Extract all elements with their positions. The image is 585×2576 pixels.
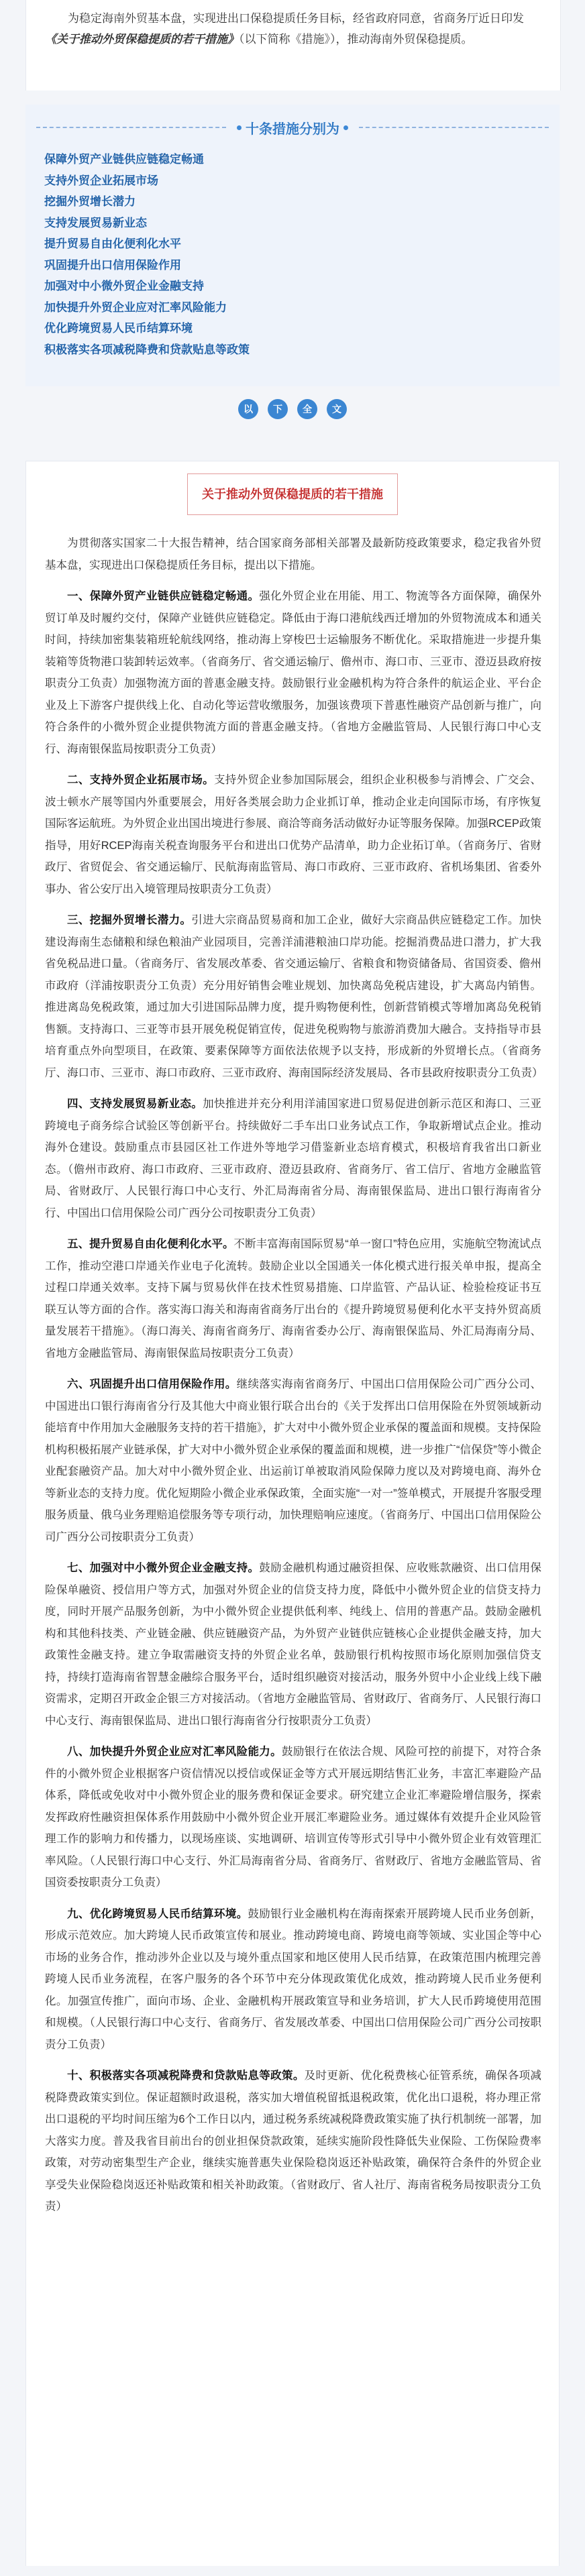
document-title: 关于推动外贸保稳提质的若干措施: [202, 488, 383, 501]
document-body: [45, 533, 541, 2227]
heading-dot-right: [343, 125, 348, 130]
doc-paragraph: [45, 1741, 541, 1894]
intro-text-after: （以下简称《措施》），推动海南外贸保稳提质。: [239, 33, 473, 46]
paragraph-lead: 三、挖掘外贸增长潜力。: [67, 914, 192, 926]
intro-text-before: 为稳定海南外贸基本盘，实现进出口保稳提质任务目标，经省政府同意，省商务厅近日印发: [68, 12, 524, 25]
heading-divider-right: [359, 127, 549, 128]
doc-paragraph: [45, 1903, 541, 2056]
paragraph-text: 鼓励银行业金融机构在海南探索开展跨境人民币业务创新，形成示范效应。加大跨境人民币政策宣传和展业。推动跨境电商、跨境电商等领域、实业国企等中心市场的业务合作，推动涉外企业以及与境外重点国家和地区使用人民币结算，在政策范围内梳理完善跨境人民币业务流程，在客户服务的各个环节中充分体现政策优化成效，推动跨境人民币业务便利化。加强宣传推广，面向市场、企业、金融机构开展政策宣导和业务培训，扩大人民币跨境使用范围和规模。（人民银行海口中心支行、省商务厅、省发展改革委、中国出口信用保险公司广西分公司按职责分工负责）: [45, 1907, 542, 2051]
doc-paragraph: [45, 1557, 541, 1732]
doc-paragraph: [45, 533, 541, 576]
doc-paragraph: [45, 1374, 541, 1548]
heading-dot-left: [237, 125, 242, 130]
intro-card: [25, 0, 561, 91]
page-bottom-margin: [25, 2566, 560, 2576]
measure-item: 支持外贸企业拓展市场: [44, 174, 158, 187]
paragraph-text: 及时更新、优化税费核心征管系统，确保各项减税降费政策实到位。保证超额时政退税，落实加大增值税留抵退税政策，优化出口退税，将办理正常出口退税的平均时间压缩为6个工作日以内，通过税务系统减税降费政策实施了执行机制统一部署，加大落实力度。普及我省目前出台的创业担保贷款政策，延续实施阶段性降低失业保险、工伤保险费率政策，对劳动密集型生产企业，继续实施普惠失业保险稳岗返还补贴政策，确保符合条件的外贸企业享受失业保险稳岗返还补贴政策和相关补助政策。（省财政厅、省人社厅、海南省税务局按职责分工负责）: [45, 2070, 542, 2213]
paragraph-text: 继续落实海南省商务厅、中国出口信用保险公司广西分公司、中国进出口银行海南省分行及其他大中商业银行联合出台的《关于发挥出口信用保险在外贸领域新动能培育中作用加大金融服务支持的若干措施》，扩大对中小微外贸企业承保的覆盖面和规模。支持保险机构积极拓展产业链承保，扩大对中小微外贸企业承保的覆盖面和规模，进一步推广“信保贷”等小微企业配套融资产品。加大对中小微外贸企业、出运前订单被取消风险保障力度以及对跨境电商、海外仓等新业态的支持力度。优化短期险小微企业承保政策，全面实施“一对一”签单模式，开展提升客服受理服务质量、俄乌业务理赔追偿服务等专项行动，加快理赔响应速度。（省商务厅、中国出口信用保险公司广西分公司按职责分工负责）: [45, 1378, 542, 1543]
paragraph-lead: 一、保障外贸产业链供应链稳定畅通。: [67, 590, 260, 602]
measure-item: 保障外贸产业链供应链稳定畅通: [44, 153, 204, 166]
paragraph-lead: 七、加强对中小微外贸企业金融支持。: [67, 1562, 260, 1574]
doc-paragraph: [45, 909, 541, 1084]
paragraph-lead: 八、加快提升外贸企业应对汇率风险能力。: [67, 1746, 282, 1758]
intro-paragraph: [45, 8, 541, 50]
measures-heading-row: [25, 116, 560, 139]
measures-list: [25, 149, 560, 360]
document-card: [25, 461, 560, 2567]
paragraph-text: 强化外贸企业在用能、用工、物流等各方面保障，确保外贸订单及时履约交付，保障产业链供应链稳定。降低由于海口港航线西迁增加的外贸物流成本和通关时间，持续加密集装箱班轮航线网络，推动海上穿梭巴士运输服务不断优化。采取措施进一步提升集装箱等货物港口装卸转运效率。（省商务厅、省交通运输厅、儋州市、海口市、三亚市、澄迈县政府按职责分工负责）加强物流方面的普惠金融支持。鼓励银行业金融机构为符合条件的航运企业、平台企业及上下游客户提供线上化、自动化等运营收缴服务，加强该费项下普惠性融资产品创新与推广，向符合条件的小微外贸企业提供物流方面的普惠金融支持。（省地方金融监管局、人民银行海口中心支行、海南银保监局按职责分工负责）: [45, 590, 542, 755]
paragraph-text: 加快推进并充分利用洋浦国家进口贸易促进创新示范区和海口、三亚跨境电子商务综合试验区等创新平台。持续做好二手车出口业务试点工作，争取新增试点企业。推动海外仓建设。鼓励重点市县园区社工作进外等地学习借鉴新业态培育模式，积极培育我省出口新业态。（儋州市政府、海口市政府、三亚市政府、澄迈县政府、省商务厅、省工信厅、省地方金融监管局、省财政厅、人民银行海口中心支行、外汇局海南省分局、海南银保监局、进出口银行海南省分行、中国出口信用保险公司广西分公司按职责分工负责）: [45, 1098, 542, 1219]
paragraph-lead: 四、支持发展贸易新业态。: [67, 1098, 203, 1110]
paragraph-lead: 九、优化跨境贸易人民币结算环境。: [67, 1907, 248, 1920]
doc-paragraph: [45, 2065, 541, 2218]
paragraph-text: 不断丰富海南国际贸易“单一窗口”特色应用，实施航空物流试点工作，推动空港口岸通关作业电子化流转。鼓励企业以全国通关一体化模式进行报关单申报，提高全过程口岸通关效率。支持下属与贸易伙伴在技术性贸易措施、口岸监管、产品认证、检验检疫证书互联互认等方面的合作。落实海口海关和海南省商务厅出台的《提升跨境贸易便利化水平支持外贸高质量发展若干措施》。（海口海关、海南省商务厅、海南省委办公厅、海南银保监局、外汇局海南分局、省地方金融监管局、海南银保监局按职责分工负责）: [45, 1238, 541, 1359]
paragraph-text: 引进大宗商品贸易商和加工企业，做好大宗商品供应链稳定工作。加快建设海南生态储粮和绿色粮油产业园项目，完善洋浦港粮油口岸功能。挖掘消费品进口潜力，扩大我省免税品进口量。（省商务厅、省发展改革委、省交通运输厅、省粮食和物资储备局、省国资委、儋州市政府（洋浦按职责分工负责）充分用好销售会唯业规划、加快离岛免税店建设，扩大离岛内销售。推进离岛免税政策，通过加大引进国际品牌力度，提升购物便利性，创新营销模式等增加离岛免税销售额。支持海口、三亚等市县开展免税促销宣传，促进免税购物与旅游消费加大融合。支持指导市县培育重点外向型项目，在政策、要素保障等方面依法依规予以支持，形成新的外贸增长点。（省商务厅、海口市、三亚市、海口市政府、三亚市政府、海南国际经济发展局、各市县政府按职责分工负责）: [45, 914, 543, 1079]
measure-item: 巩固提升出口信用保险作用: [44, 258, 181, 272]
doc-paragraph: [45, 585, 541, 760]
badge-wen: 文: [327, 399, 347, 419]
measure-item: 积极落实各项减税降费和贷款贴息等政策: [44, 343, 250, 356]
measures-panel: [25, 105, 560, 386]
measure-item: 优化跨境贸易人民币结算环境: [44, 322, 193, 335]
measure-item: 挖掘外贸增长潜力: [44, 195, 136, 208]
badge-xia: 下: [268, 399, 288, 419]
intro-document-title: 《关于推动外贸保稳提质的若干措施》: [45, 33, 239, 46]
doc-paragraph: [45, 769, 541, 900]
paragraph-text: 鼓励金融机构通过融资担保、应收账款融资、出口信用保险保单融资、授信用户等方式，加强对外贸企业的信贷支持力度，降低中小微外贸企业的信贷支持力度，同时开展产品服务创新，为中小微外贸企业提供低利率、纯线上、信用的普惠产品。鼓励金融机构和其他科技类、产业链金融、供应链融资产品，为外贸产业链供应链核心企业提供金融支持，加大政策性金融支持。建立争取需融资支持的外贸企业名单，鼓励银行机构按照市场化原则加强信贷支持，持续打造海南省智慧金融综合服务平台，适时组织融资对接活动，服务外贸中小企业线上线下融资需求，定期召开政金企银三方对接活动。（省地方金融监管局、省财政厅、省商务厅、人民银行海口中心支行、海南银保监局、进出口银行海南省分行按职责分工负责）: [45, 1562, 542, 1727]
paragraph-lead: 二、支持外贸企业拓展市场。: [67, 774, 214, 786]
document-title-box: [187, 473, 398, 515]
measure-item: 提升贸易自由化便利化水平: [44, 237, 181, 250]
paragraph-text: 为贯彻落实国家二十大报告精神，结合国家商务部相关部署及最新防疫政策要求，稳定我省外贸基本盘，实现进出口保稳提质任务目标，提出以下措施。: [45, 537, 541, 571]
heading-divider-left: [36, 127, 226, 128]
paragraph-lead: 六、巩固提升出口信用保险作用。: [67, 1378, 237, 1390]
paragraph-lead: 十、积极落实各项减税降费和贷款贴息等政策。: [67, 2070, 305, 2082]
measure-item: 加快提升外贸企业应对汇率风险能力: [44, 300, 227, 314]
measure-item: 支持发展贸易新业态: [44, 216, 147, 229]
doc-paragraph: [45, 1093, 541, 1224]
measure-item: 加强对中小微外贸企业金融支持: [44, 280, 204, 292]
fulltext-badges: [0, 399, 585, 419]
paragraph-text: 支持外贸企业参加国际展会，组织企业积极参与消博会、广交会、波士顿水产展等国内外重要展会，用好各类展会助力企业抓订单，推动企业走向国际市场，有序恢复国际客运航班。为外贸企业出国出境进行参展、商洽等商务活动做好办证等服务保障。加强RCEP政策指导，用好RCEP海南关税查询服务平台和进出口优势产品清单，助力企业拓订单。（省商务厅、省财政厅、省贸促会、省交通运输厅、民航海南监管局、海口市政府、三亚市政府、省机场集团、省委外事办、省公安厅出入境管理局按职责分工负责）: [45, 774, 542, 895]
doc-paragraph: [45, 1233, 541, 1364]
measures-heading: 十条措施分别为: [246, 121, 339, 137]
badge-yi: 以: [238, 399, 258, 419]
paragraph-lead: 五、提升贸易自由化便利化水平。: [67, 1238, 234, 1250]
badge-quan: 全: [297, 399, 317, 419]
paragraph-text: 鼓励银行在依法合规、风险可控的前提下，对符合条件的小微外贸企业根据客户资信情况以授信或保证金等方式开展远期结售汇业务，丰富汇率避险产品体系，降低或免收对中小微外贸企业的服务费和保证金要求。研究建立企业汇率避险增信服务，探索发挥政府性融资担保体系作用鼓励中小微外贸企业开展汇率避险业务。通过媒体有效提升企业风险管理工作的影响力和传播力，以现场座谈、实地调研、培训宣传等形式引导中小微外贸企业有效管理汇率风险。（人民银行海口中心支行、外汇局海南省分局、省商务厅、省财政厅、省地方金融监管局、省国资委按职责分工负责）: [45, 1746, 542, 1889]
